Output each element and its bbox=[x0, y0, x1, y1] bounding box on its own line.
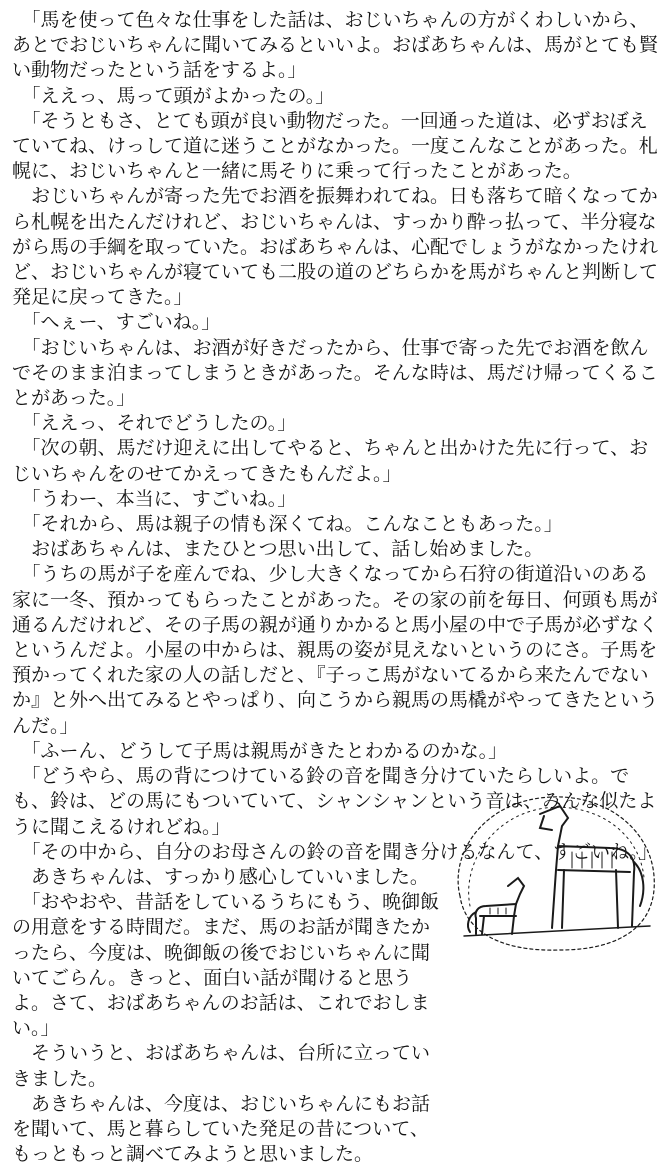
paragraph: 「うちの馬が子を産んでね、少し大きくなってから石狩の街道沿いのある家に一冬、預かってもらったことがあった。その家の前を毎日、何頭も馬が通るんだけれど、その子馬の親が通りかかると馬小屋の中で子馬が必ずなくというんだよ。小屋の中からは、親馬の姿が見えないというのにさ。子馬を預かってくれた家の人の話しだと、『子っこ馬がないてるから来たんでないか』と外へ出てみるとやっぱり、向こうから親馬の馬橇がやってきたというんだ。」 bbox=[12, 563, 659, 737]
paragraph: 「おやおや、昔話をしているうちにもう、晩御飯の用意をする時間だ。まだ、馬のお話が聞きたかったら、今度は、晩御飯の後でおじいちゃんに聞いてごらん。きっと、面白い話が聞けると思うよ。さて、おばあちゃんのお話は、これでおしまい。」 bbox=[12, 891, 440, 1040]
story-text bbox=[12, 8, 660, 1167]
paragraph: 「そうともさ、とても頭が良い動物だった。一回通った道は、必ずおぼえていてね、けっして道に迷うことがなかった。一度こんなことがあった。札幌に、おじいちゃんと一緒に馬そりに乗って行ったことがあった。 bbox=[12, 109, 658, 183]
paragraph: 「それから、馬は親子の情も深くてね。こんなこともあった。」 bbox=[12, 513, 563, 536]
paragraph: 「おじいちゃんは、お酒が好きだったから、仕事で寄った先でお酒を飲んでそのまま泊まってしまうときがあった。そんな時は、馬だけ帰ってくることがあった。」 bbox=[12, 336, 658, 410]
paragraph: 「ふーん、どうして子馬は親馬がきたとわかるのかな。」 bbox=[12, 739, 508, 762]
paragraph: おばあちゃんは、またひとつ思い出して、話し始めました。 bbox=[12, 538, 544, 561]
paragraph: 「どうやら、馬の背につけている鈴の音を聞き分けていたらしいよ。でも、鈴は、どの馬にもついていて、シャンシャンという音は、みんな似たように聞こえるけれどね。」 bbox=[12, 765, 657, 838]
paragraph: 「その中から、自分のお母さんの鈴の音を聞き分けるなんて、すごいね。」 bbox=[12, 840, 658, 863]
paragraph: 「ええっ、それでどうしたの。」 bbox=[12, 412, 297, 435]
paragraph: 「うわー、本当に、すごいね。」 bbox=[12, 487, 297, 510]
paragraph: 「へぇー、すごいね。」 bbox=[12, 311, 221, 334]
paragraph: 「馬を使って色々な仕事をした話は、おじいちゃんの方がくわしいから、あとでおじいちゃんに聞いてみるといいよ。おばあちゃんは、馬がとても賢い動物だったという話をするよ。」 bbox=[12, 9, 659, 82]
paragraph: 「次の朝、馬だけ迎えに出してやると、ちゃんと出かけた先に行って、おじいちゃんをのせてかえってきたもんだよ。」 bbox=[12, 437, 649, 485]
paragraph: あきちゃんは、今度は、おじいちゃんにもお話を聞いて、馬と暮らしていた発足の昔について、もっともっと調べてみようと思いました。 bbox=[12, 1092, 431, 1166]
paragraph: おじいちゃんが寄った先でお酒を振舞われてね。日も落ちて暗くなってから札幌を出たんだけれど、おじいちゃんは、すっかり酔っ払って、半分寝ながら馬の手綱を取っていた。おばあちゃんは、心配でしょうがなかったけれど、おじいちゃんが寝ていても二股の道のどちらかを馬がちゃんと判断して発足に戻ってきた。」 bbox=[12, 185, 659, 309]
horse-and-foal-sketch bbox=[440, 786, 658, 954]
paragraph: あきちゃんは、すっかり感心していいました。 bbox=[12, 865, 429, 888]
horse-illustration bbox=[440, 786, 658, 954]
paragraph: そういうと、おばあちゃんは、台所に立っていきました。 bbox=[12, 1042, 431, 1090]
paragraph: 「ええっ、馬って頭がよかったの。」 bbox=[12, 84, 335, 107]
